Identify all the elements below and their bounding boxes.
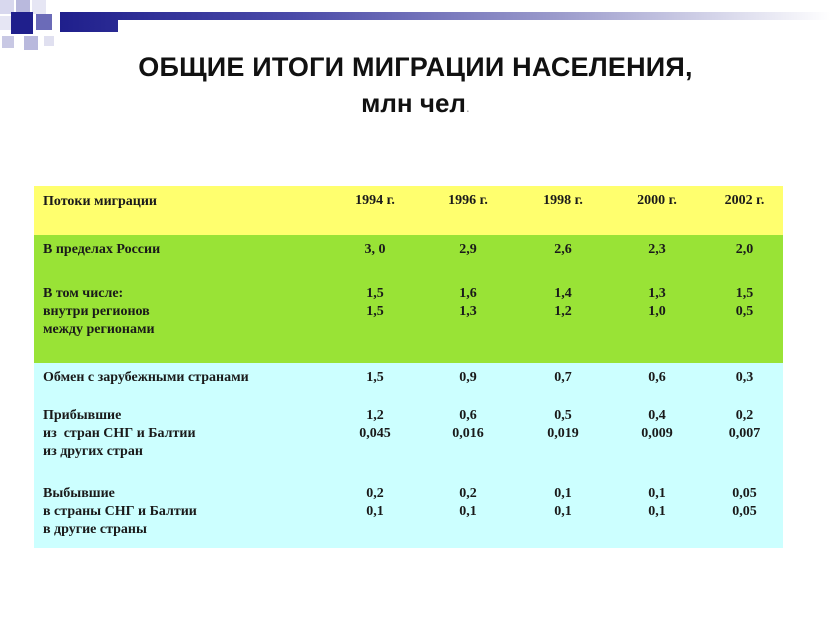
row-label bbox=[34, 483, 332, 548]
cell-value: 3, 0 bbox=[364, 242, 386, 257]
row-label-line: в страны СНГ и Балтии bbox=[43, 504, 197, 519]
table-header-row bbox=[34, 186, 783, 235]
cell-value: 1,6 bbox=[459, 286, 477, 301]
cell-value: 0,5 bbox=[735, 304, 754, 319]
cell-value: 0,05 bbox=[732, 504, 757, 519]
table-cell bbox=[518, 483, 608, 548]
table-row bbox=[34, 402, 783, 483]
table-cell bbox=[608, 283, 706, 363]
table-cell bbox=[418, 235, 518, 283]
row-label-line: между регионами bbox=[43, 322, 155, 337]
row-label-line: Выбывшие bbox=[43, 486, 115, 501]
row-label bbox=[34, 363, 332, 402]
cell-value: 0,1 bbox=[554, 486, 572, 501]
header-year: 1998 г. bbox=[543, 193, 583, 208]
cell-value: 0,007 bbox=[728, 426, 761, 441]
table-cell bbox=[706, 363, 783, 402]
cell-value: 0,016 bbox=[452, 426, 484, 441]
deco-square bbox=[2, 36, 14, 48]
cell-value: 0,1 bbox=[554, 504, 572, 519]
cell-value: 0,009 bbox=[641, 426, 673, 441]
cell-value: 0,2 bbox=[459, 486, 477, 501]
table-cell bbox=[706, 283, 783, 363]
cell-value: 0,1 bbox=[366, 504, 384, 519]
table-cell bbox=[706, 483, 783, 548]
cell-value: 1,5 bbox=[366, 304, 384, 319]
row-label-line: В том числе: bbox=[43, 286, 124, 301]
table-cell bbox=[608, 235, 706, 283]
table-cell bbox=[332, 363, 418, 402]
table-cell bbox=[332, 283, 418, 363]
cell-value: 0,1 bbox=[459, 504, 477, 519]
table-cell bbox=[332, 402, 418, 483]
row-label-line: Обмен с зарубежными странами bbox=[43, 370, 249, 385]
cell-value: 0,2 bbox=[366, 486, 384, 501]
row-label-line: из других стран bbox=[43, 444, 143, 459]
cell-value: 2,0 bbox=[735, 242, 754, 257]
subtitle-dot: . bbox=[465, 99, 470, 115]
cell-value: 1,3 bbox=[459, 304, 477, 319]
cell-value: 1,5 bbox=[366, 370, 384, 385]
header-year: 1996 г. bbox=[448, 193, 488, 208]
cell-value: 0,7 bbox=[554, 370, 572, 385]
cell-value: 0,019 bbox=[547, 426, 579, 441]
table-cell bbox=[518, 235, 608, 283]
table-cell bbox=[706, 402, 783, 483]
table-row bbox=[34, 235, 783, 283]
cell-value: 1,2 bbox=[554, 304, 572, 319]
deco-square bbox=[24, 36, 38, 50]
table-cell bbox=[518, 363, 608, 402]
table-row bbox=[34, 363, 783, 402]
cell-value: 0,5 bbox=[554, 408, 572, 423]
cell-value: 0,6 bbox=[648, 370, 666, 385]
header-bar-cutout bbox=[118, 20, 831, 34]
table-cell bbox=[332, 235, 418, 283]
table-cell bbox=[608, 483, 706, 548]
table-cell bbox=[706, 235, 783, 283]
cell-value: 0,6 bbox=[459, 408, 477, 423]
cell-value: 2,6 bbox=[554, 242, 572, 257]
slide-title: ОБЩИЕ ИТОГИ МИГРАЦИИ НАСЕЛЕНИЯ, bbox=[138, 52, 693, 82]
row-label bbox=[34, 283, 332, 363]
cell-value: 1,2 bbox=[366, 408, 384, 423]
deco-square bbox=[32, 0, 46, 14]
row-label-line: внутри регионов bbox=[43, 304, 150, 319]
cell-value: 1,5 bbox=[366, 286, 384, 301]
cell-value: 0,05 bbox=[732, 486, 757, 501]
cell-value: 0,2 bbox=[735, 408, 754, 423]
cell-value: 0,1 bbox=[648, 504, 666, 519]
header-year: 2000 г. bbox=[637, 193, 677, 208]
cell-value: 2,3 bbox=[648, 242, 666, 257]
row-label bbox=[34, 402, 332, 483]
row-label-line: в другие страны bbox=[43, 522, 147, 537]
table-cell bbox=[608, 402, 706, 483]
cell-value: 2,9 bbox=[459, 242, 477, 257]
table-cell bbox=[418, 402, 518, 483]
row-label-line: В пределах России bbox=[43, 242, 161, 257]
header-year: 1994 г. bbox=[355, 193, 395, 208]
cell-value: 0,9 bbox=[459, 370, 477, 385]
table-cell bbox=[418, 483, 518, 548]
row-label-line: Прибывшие bbox=[43, 408, 122, 423]
table-cell bbox=[608, 363, 706, 402]
cell-value: 0,4 bbox=[648, 408, 666, 423]
table-cell bbox=[418, 283, 518, 363]
header-year: 2002 г. bbox=[724, 193, 765, 208]
deco-square bbox=[44, 36, 54, 46]
table-cell bbox=[418, 363, 518, 402]
row-label bbox=[34, 235, 332, 283]
cell-value: 1,5 bbox=[735, 286, 754, 301]
row-label-line: из стран СНГ и Балтии bbox=[43, 426, 196, 441]
header-label: Потоки миграции bbox=[43, 194, 157, 209]
cell-value: 0,3 bbox=[735, 370, 754, 385]
table-row bbox=[34, 283, 783, 363]
table-row bbox=[34, 483, 783, 548]
slide-subtitle bbox=[0, 88, 831, 119]
deco-square bbox=[11, 12, 33, 34]
cell-value: 1,4 bbox=[554, 286, 572, 301]
table-cell bbox=[518, 402, 608, 483]
table-cell bbox=[332, 483, 418, 548]
subtitle-text: млн чел bbox=[361, 88, 466, 118]
cell-value: 0,045 bbox=[359, 426, 391, 441]
cell-value: 1,3 bbox=[648, 286, 666, 301]
deco-square bbox=[36, 14, 52, 30]
cell-value: 1,0 bbox=[648, 304, 666, 319]
migration-table bbox=[34, 186, 783, 548]
table-cell bbox=[518, 283, 608, 363]
cell-value: 0,1 bbox=[648, 486, 666, 501]
